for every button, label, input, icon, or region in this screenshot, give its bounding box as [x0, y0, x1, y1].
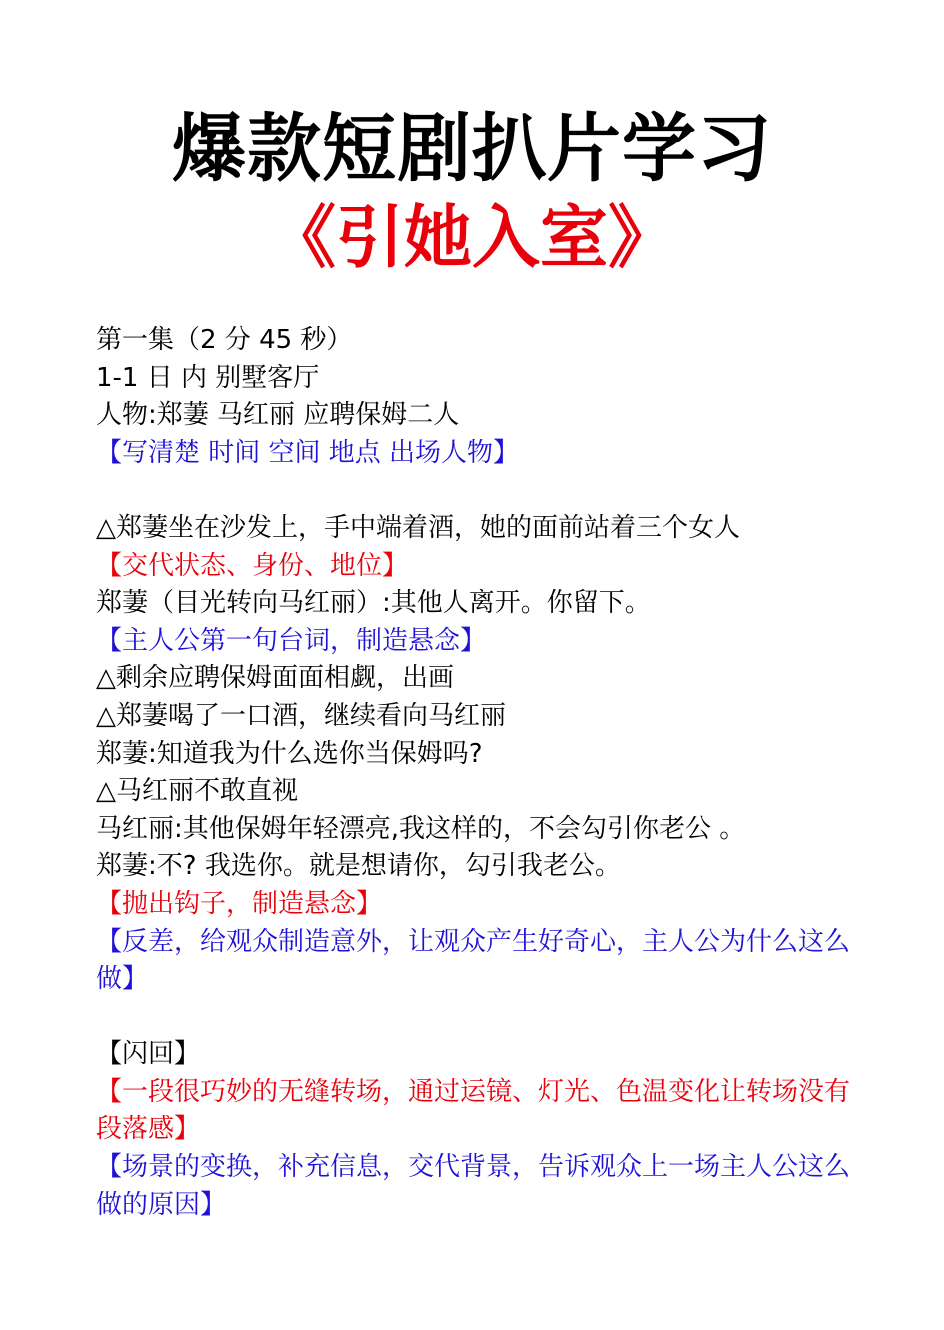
- note-red: 【抛出钩子，制造悬念】: [96, 888, 383, 919]
- note-blue: 【场景的变换，补充信息，交代背景，告诉观众上一场主人公这么做的原因】: [96, 1152, 851, 1220]
- action-line: △马红丽不敢直视: [96, 776, 298, 807]
- action-line: △郑萋喝了一口酒，继续看向马红丽: [96, 700, 506, 731]
- note-blue: 【主人公第一句台词，制造悬念】: [96, 625, 487, 656]
- characters-line: 人物:郑萋 马红丽 应聘保姆二人: [96, 400, 460, 431]
- flashback-heading: 【闪回】: [96, 1039, 201, 1070]
- note-red: 【交代状态、身份、地位】: [96, 550, 409, 581]
- action-line: △郑萋坐在沙发上，手中端着酒，她的面前站着三个女人: [96, 512, 740, 543]
- dialogue-line: 郑萋:知道我为什么选你当保姆吗?: [96, 738, 483, 769]
- script-content: [96, 322, 856, 1224]
- episode-heading: 第一集（2 分 45 秒）: [96, 325, 353, 355]
- note-blue: 【写清楚 时间 空间 地点 出场人物】: [96, 437, 520, 468]
- note-red: 【一段很巧妙的无缝转场，通过运镜、灯光、色温变化让转场没有段落感】: [96, 1076, 851, 1145]
- drama-title: 《引她入室》: [267, 199, 676, 278]
- dialogue-line: 郑萋（目光转向马红丽）:其他人离开。你留下。: [96, 588, 651, 619]
- spacer: [96, 472, 856, 510]
- page-title: 爆款短剧扒片学习: [172, 106, 772, 192]
- dialogue-line: 马红丽:其他保姆年轻漂亮,我这样的，不会勾引你老公 。: [96, 813, 746, 844]
- dialogue-line: 郑萋:不? 我选你。就是想请你，勾引我老公。: [96, 851, 621, 882]
- spacer: [96, 999, 856, 1037]
- note-blue: 【反差，给观众制造意外，让观众产生好奇心，主人公为什么这么做】: [96, 926, 851, 995]
- scene-heading: 1-1 日 内 别墅客厅: [96, 362, 320, 393]
- action-line: △剩余应聘保姆面面相觑，出画: [96, 663, 454, 694]
